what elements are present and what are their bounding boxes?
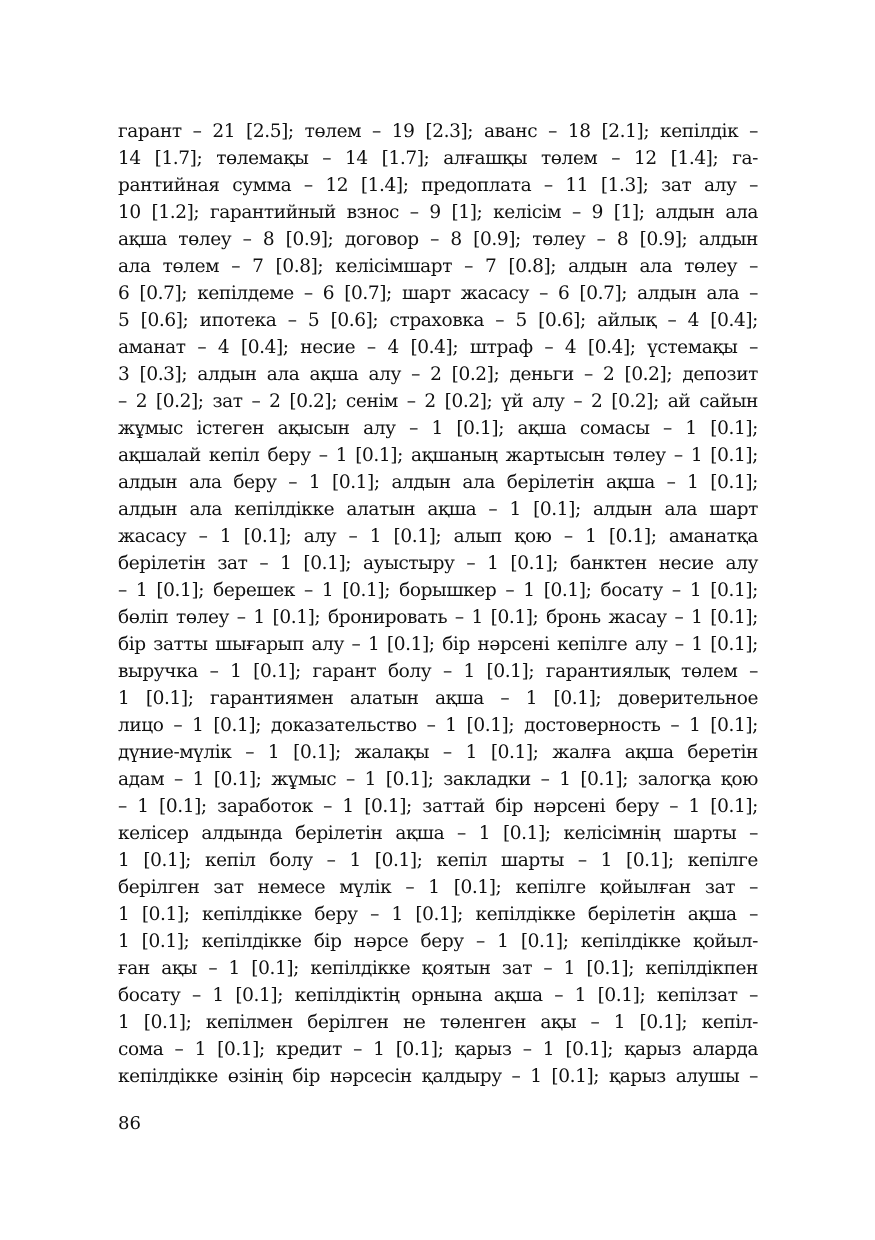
text-line: бөліп төлеу – 1 [0.1]; бронировать – 1 [0.1]; бронь жасау – 1 [0.1]; — [118, 607, 758, 628]
text-line: ала төлем – 7 [0.8]; келісімшарт – 7 [0.8]; алдын ала төлеу – — [118, 256, 758, 277]
text-line: босату – 1 [0.1]; кепілдіктің орнына ақша – 1 [0.1]; кепілзат – — [118, 985, 758, 1006]
text-line: ақшалай кепіл беру – 1 [0.1]; ақшаның жартысын төлеу – 1 [0.1]; — [118, 445, 758, 466]
text-line: – 1 [0.1]; берешек – 1 [0.1]; борышкер – 1 [0.1]; босату – 1 [0.1]; — [118, 580, 758, 601]
text-line: берілген зат немесе мүлік – 1 [0.1]; кепілге қойылған зат – — [118, 877, 758, 898]
text-line: лицо – 1 [0.1]; доказательство – 1 [0.1]; достоверность – 1 [0.1]; — [118, 715, 758, 736]
text-line: жасасу – 1 [0.1]; алу – 1 [0.1]; алып қою – 1 [0.1]; аманатқа — [118, 526, 758, 547]
text-line: гарант – 21 [2.5]; төлем – 19 [2.3]; аванс – 18 [2.1]; кепілдік – — [118, 121, 758, 142]
text-line: алдын ала кепілдікке алатын ақша – 1 [0.1]; алдын ала шарт — [118, 499, 758, 520]
text-line: сома – 1 [0.1]; кредит – 1 [0.1]; қарыз – 1 [0.1]; қарыз аларда — [118, 1039, 758, 1060]
text-line: дүние-мүлік – 1 [0.1]; жалақы – 1 [0.1]; жалға ақша беретін — [118, 742, 758, 763]
text-line: 10 [1.2]; гарантийный взнос – 9 [1]; келісім – 9 [1]; алдын ала — [118, 202, 758, 223]
text-line: 1 [0.1]; кепілдікке беру – 1 [0.1]; кепілдікке берілетін ақша – — [118, 904, 758, 925]
text-line: 1 [0.1]; кепіл болу – 1 [0.1]; кепіл шарты – 1 [0.1]; кепілге — [118, 850, 758, 871]
text-line: аманат – 4 [0.4]; несие – 4 [0.4]; штраф – 4 [0.4]; үстемақы – — [118, 337, 758, 358]
text-line: 14 [1.7]; төлемақы – 14 [1.7]; алғашқы төлем – 12 [1.4]; га- — [118, 148, 758, 169]
text-line: – 1 [0.1]; заработок – 1 [0.1]; заттай бір нәрсені беру – 1 [0.1]; — [118, 796, 758, 817]
body-text — [118, 118, 758, 1090]
text-line: ған ақы – 1 [0.1]; кепілдікке қоятын зат – 1 [0.1]; кепілдікпен — [118, 958, 758, 979]
page-number: 86 — [118, 1113, 141, 1134]
text-line: рантийная сумма – 12 [1.4]; предоплата – 11 [1.3]; зат алу – — [118, 175, 758, 196]
text-line: келісер алдында берілетін ақша – 1 [0.1]; келісімнің шарты – — [118, 823, 758, 844]
text-line: – 2 [0.2]; зат – 2 [0.2]; сенім – 2 [0.2]; үй алу – 2 [0.2]; ай сайын — [118, 391, 758, 412]
text-line: адам – 1 [0.1]; жұмыс – 1 [0.1]; закладки – 1 [0.1]; залогқа қою — [118, 769, 758, 790]
text-line: ақша төлеу – 8 [0.9]; договор – 8 [0.9]; төлеу – 8 [0.9]; алдын — [118, 229, 758, 250]
text-line: 5 [0.6]; ипотека – 5 [0.6]; страховка – 5 [0.6]; айлық – 4 [0.4]; — [118, 310, 758, 331]
text-line: выручка – 1 [0.1]; гарант болу – 1 [0.1]; гарантиялық төлем – — [118, 661, 758, 682]
text-line: 1 [0.1]; гарантиямен алатын ақша – 1 [0.1]; доверительное — [118, 688, 758, 709]
text-line: алдын ала беру – 1 [0.1]; алдын ала берілетін ақша – 1 [0.1]; — [118, 472, 758, 493]
text-line: берілетін зат – 1 [0.1]; ауыстыру – 1 [0.1]; банктен несие алу — [118, 553, 758, 574]
text-line: 1 [0.1]; кепілдікке бір нәрсе беру – 1 [0.1]; кепілдікке қойыл- — [118, 931, 758, 952]
text-line: 1 [0.1]; кепілмен берілген не төленген ақы – 1 [0.1]; кепіл- — [118, 1012, 758, 1033]
text-line: кепілдікке өзінің бір нәрсесін қалдыру – 1 [0.1]; қарыз алушы – — [118, 1066, 758, 1087]
text-line: бір затты шығарып алу – 1 [0.1]; бір нәрсені кепілге алу – 1 [0.1]; — [118, 634, 758, 655]
text-line: 6 [0.7]; кепілдеме – 6 [0.7]; шарт жасасу – 6 [0.7]; алдын ала – — [118, 283, 758, 304]
text-line: 3 [0.3]; алдын ала ақша алу – 2 [0.2]; деньги – 2 [0.2]; депозит — [118, 364, 758, 385]
text-line: жұмыс істеген ақысын алу – 1 [0.1]; ақша сомасы – 1 [0.1]; — [118, 418, 758, 439]
